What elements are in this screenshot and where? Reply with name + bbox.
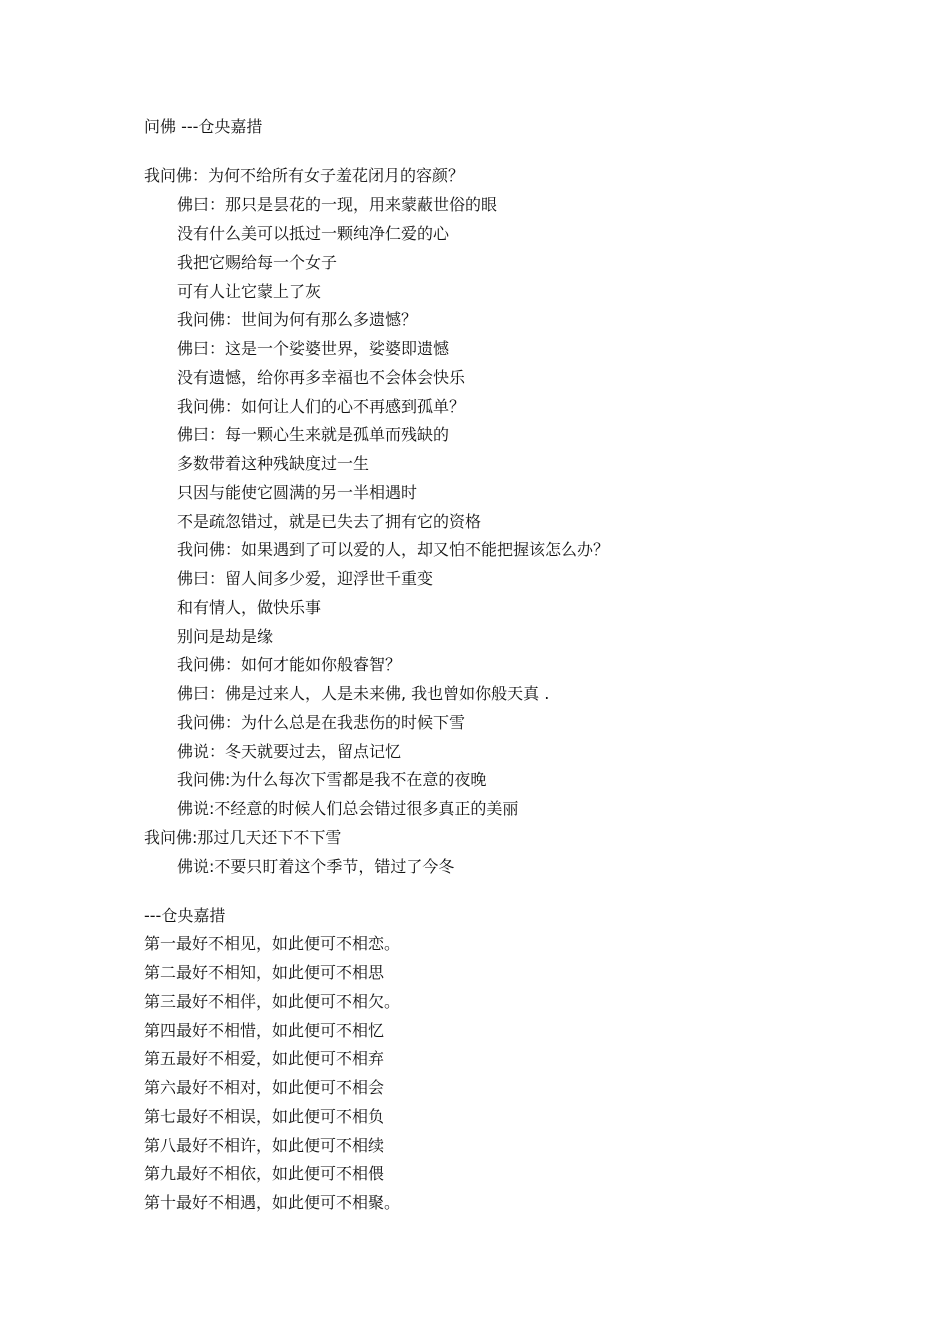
verse-line: 第八最好不相许，如此便可不相续 xyxy=(144,1136,385,1155)
poem-line: 佛曰：每一颗心生来就是孤单而残缺的 xyxy=(177,425,450,444)
verse-line: 第十最好不相遇，如此便可不相聚。 xyxy=(144,1193,401,1212)
poem-line: 没有什么美可以抵过一颗纯净仁爱的心 xyxy=(177,224,450,243)
poem-line: 我问佛：世间为何有那么多遗憾？ xyxy=(177,310,418,329)
poem-line: 我问佛:那过几天还下不下雪 xyxy=(144,828,342,847)
poem-line: 我问佛:为什么每次下雪都是我不在意的夜晚 xyxy=(177,770,487,789)
poem-line: 不是疏忽错过，就是已失去了拥有它的资格 xyxy=(177,512,482,531)
verse-line: 第四最好不相惜，如此便可不相忆 xyxy=(144,1021,385,1040)
poem-line: 我问佛：如何让人们的心不再感到孤单？ xyxy=(177,397,466,416)
author-line: ---仓央嘉措 xyxy=(144,906,226,925)
poem-line: 只因与能使它圆满的另一半相遇时 xyxy=(177,483,418,502)
document-title: 问佛 ---仓央嘉措 xyxy=(144,117,263,136)
poem-line: 多数带着这种残缺度过一生 xyxy=(177,454,370,473)
verse-line: 第一最好不相见，如此便可不相恋。 xyxy=(144,934,401,953)
poem-line: 佛曰：这是一个娑婆世界，娑婆即遗憾 xyxy=(177,339,450,358)
poem-line: 别问是劫是缘 xyxy=(177,627,274,646)
poem-line: 我问佛：如何才能如你般睿智？ xyxy=(177,655,402,674)
poem-line: 和有情人，做快乐事 xyxy=(177,598,322,617)
poem-line: 佛曰：那只是昙花的一现，用来蒙蔽世俗的眼 xyxy=(177,195,498,214)
verse-line: 第九最好不相依，如此便可不相偎 xyxy=(144,1164,385,1183)
poem-line: 我把它赐给每一个女子 xyxy=(177,253,338,272)
verse-line: 第六最好不相对，如此便可不相会 xyxy=(144,1078,385,1097)
verse-line: 第三最好不相伴，如此便可不相欠。 xyxy=(144,992,401,1011)
poem-line: 我问佛：为何不给所有女子羞花闭月的容颜？ xyxy=(144,166,465,185)
verse-line: 第七最好不相误，如此便可不相负 xyxy=(144,1107,385,1126)
verse-line: 第二最好不相知，如此便可不相思 xyxy=(144,963,385,982)
poem-line: 可有人让它蒙上了灰 xyxy=(177,282,322,301)
poem-line: 佛曰：佛是过来人，人是未来佛, 我也曾如你般天真 . xyxy=(177,684,550,703)
verse-line: 第五最好不相爱，如此便可不相弃 xyxy=(144,1049,385,1068)
poem-line: 我问佛：为什么总是在我悲伤的时候下雪 xyxy=(177,713,466,732)
poem-line: 佛说:不经意的时候人们总会错过很多真正的美丽 xyxy=(177,799,519,818)
poem-line: 没有遗憾，给你再多幸福也不会体会快乐 xyxy=(177,368,466,387)
poem-line: 我问佛：如果遇到了可以爱的人，却又怕不能把握该怎么办？ xyxy=(177,540,610,559)
poem-line: 佛说:不要只盯着这个季节，错过了今冬 xyxy=(177,857,455,876)
poem-line: 佛说：冬天就要过去，留点记忆 xyxy=(177,742,402,761)
poem-line: 佛曰：留人间多少爱，迎浮世千重变 xyxy=(177,569,434,588)
